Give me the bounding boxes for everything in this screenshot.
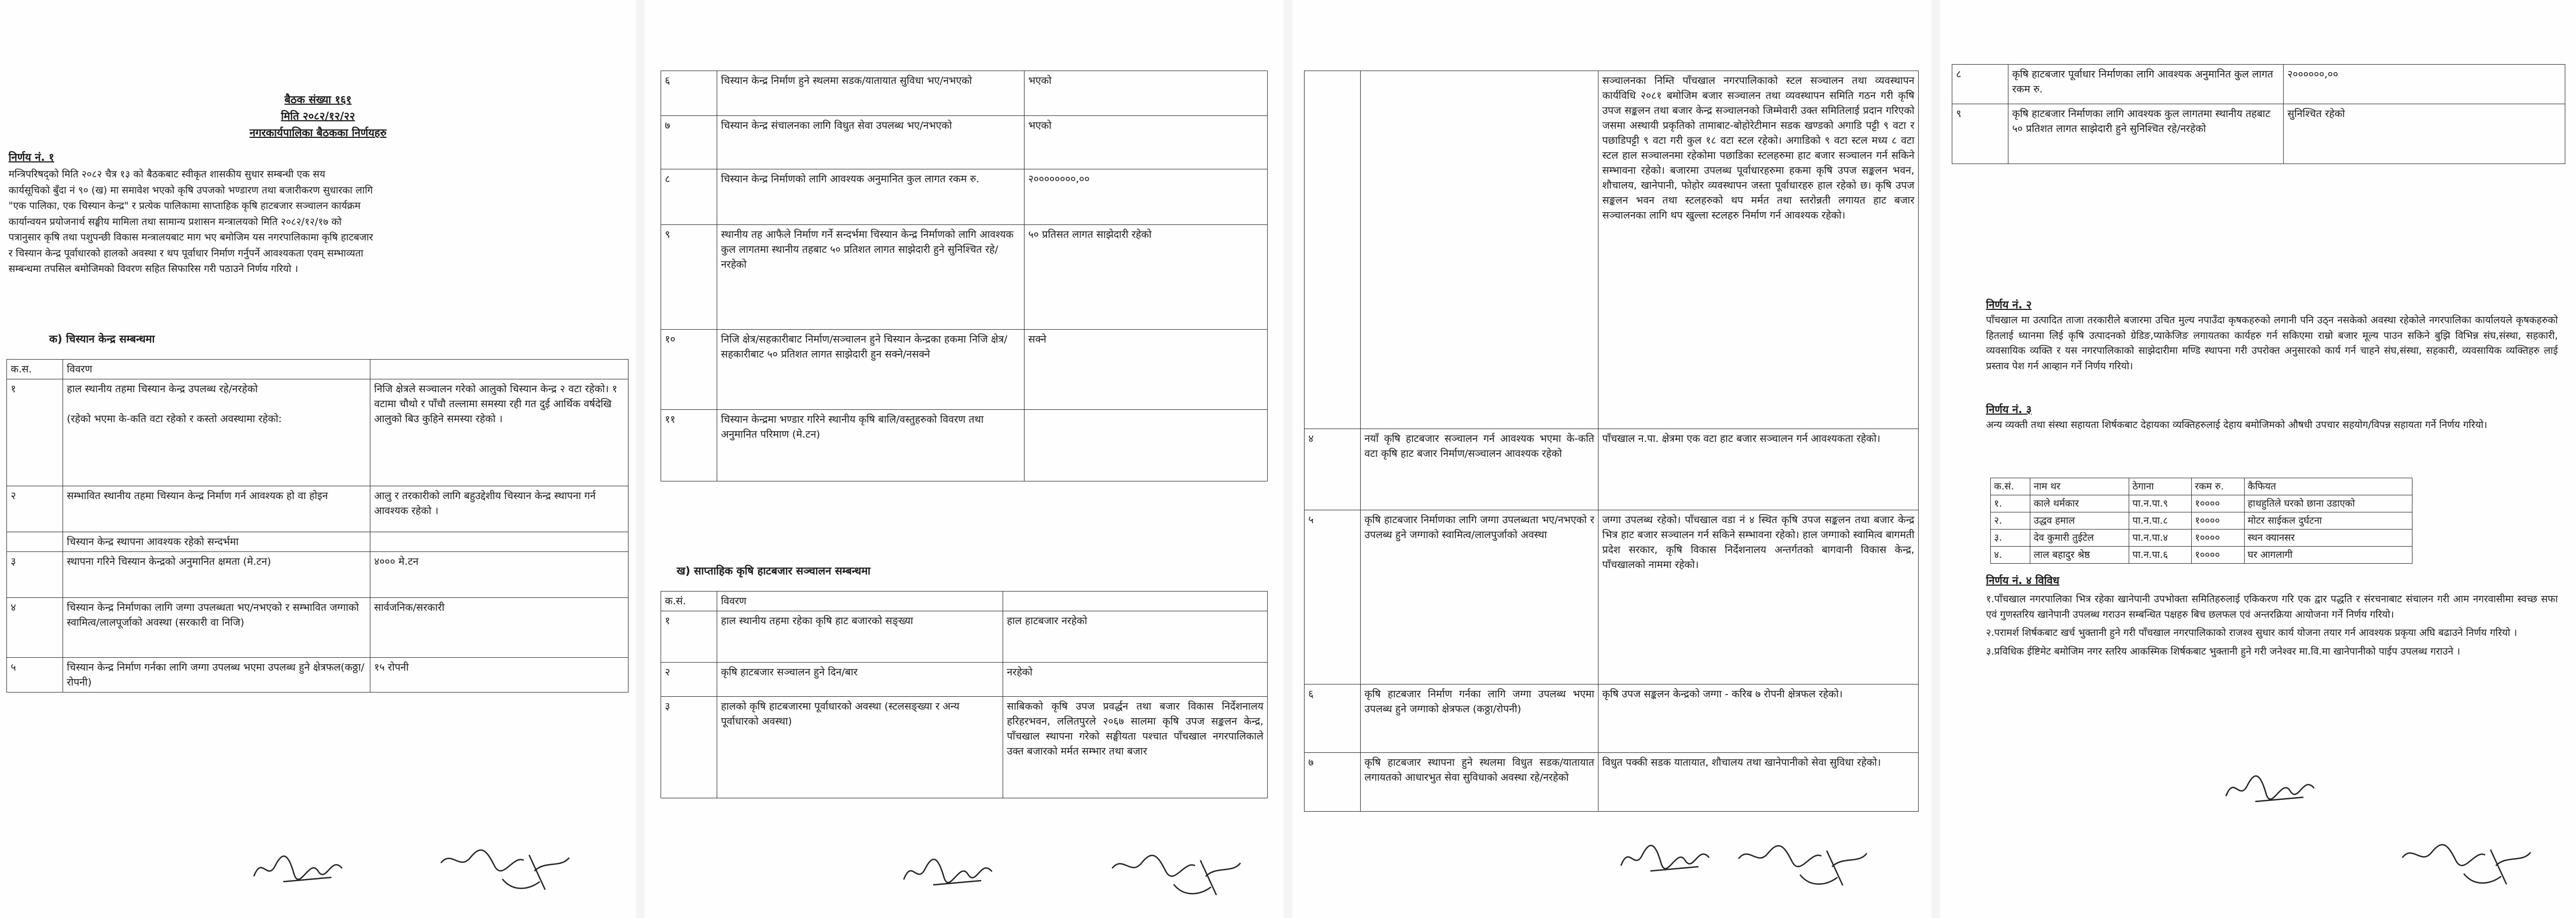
header-cell: नाम थर	[2030, 478, 2129, 495]
signature-1	[251, 844, 358, 894]
cell: ४.	[1991, 547, 2030, 564]
signature-2	[1109, 844, 1248, 905]
document-page-3	[1292, 0, 1931, 918]
row-number: २	[661, 663, 717, 697]
row-value: कृषि उपज सङ्कलन केन्द्रको जग्गा - करिब ७ रोपनी क्षेत्रफल रहेको।	[1599, 684, 1919, 753]
row-description: कृषि हाटबजार निर्माण गर्नका लागि जग्गा उपलब्ध भएमा उपलब्ध हुने जग्गाको क्षेत्रफल (कठ्ठा/रोपनी)	[1361, 684, 1599, 753]
body-line: "एक पालिका, एक चिस्यान केन्द्र" र प्रत्येक पालिकामा साप्ताहिक कृषि हाटबजार सञ्चालन कार्यक्रम	[9, 200, 361, 212]
body-line: पत्रानुसार कृषि तथा पशुपन्छी विकास मन्त्रालयबाट माग भए बमोजिम यस नगरपालिकामा कृषि हाटबजार	[9, 232, 374, 243]
row-description: हाल स्थानीय तहमा रहेका कृषि हाट बजारको सङ्ख्या	[717, 611, 1003, 663]
row-description: स्थानीय तह आफैले निर्माण गर्ने सन्दर्भमा चिस्यान केन्द्र निर्माणको लागि आवश्यक कुल लागतमा स्थानीय तहबाट ५० प्रतिशत लागत साझेदारी हुने सुनिश्चित रहे/नरहेको	[717, 225, 1025, 330]
page-gutter	[1931, 0, 1940, 918]
signature-2	[2400, 834, 2539, 894]
row-number	[1305, 71, 1361, 429]
list-item: १.पाँचखाल नगरपालिका भित्र रहेका खानेपानी उपभोक्ता समितिहरुलाई एकिकरण गरि एक द्वार पद्धति र संरचनाबाट संचालन गरी आम नगरवासीमा स्वच्छ सफा एवं गुणस्तरिय खानेपानी उपलब्ध गराउन सम्बन्धित पक्षहरु बिच छलफल एवं अन्तरक्रिया आयोजना गर्ने निर्णय गरियो।	[1986, 594, 2558, 620]
cell: पा.न.पा.९	[2129, 495, 2192, 512]
table-row	[1952, 104, 2565, 164]
table-row	[7, 379, 629, 486]
header-cell: क.स.	[7, 360, 63, 379]
row-description: निजि क्षेत्र/सहकारीबाट निर्माण/सञ्चालन हुने चिस्यान केन्द्रका हकमा निजि क्षेत्र/सहकारीबाट ५० प्रतिशत लागत साझेदारी हुन सक्ने/नसक्ने	[717, 330, 1025, 410]
header-cell	[370, 360, 629, 379]
cell: घर आगलागी	[2244, 547, 2412, 564]
row-value: ४००० मे.टन	[370, 552, 629, 598]
row-description: कृषि हाटबजार सञ्चालन हुने दिन/बार	[717, 663, 1003, 697]
haat-bazaar-table-end	[1952, 64, 2565, 164]
table-row	[1305, 71, 1919, 429]
table-row	[1991, 547, 2412, 564]
table-row	[1305, 684, 1919, 753]
haat-bazaar-table-continued	[1304, 71, 1919, 812]
row-number: १०	[661, 330, 717, 410]
document-page-4	[1940, 0, 2576, 918]
table-row	[661, 169, 1268, 225]
page-heading: नगरकार्यपालिका बैठकका निर्णयहरु	[249, 126, 387, 139]
row-value	[1025, 410, 1268, 481]
decision-1-title: निर्णय नं. १	[9, 151, 55, 164]
body-line: मन्त्रिपरिषद्को मिति २०८२ चैत्र १३ को बैठकबाट स्वीकृत शासकीय सुधार सम्बन्धी एक सय	[9, 169, 325, 180]
table-row	[1991, 530, 2412, 547]
row-value: हाल हाटबजार नरहेको	[1003, 611, 1268, 663]
row-number: ७	[1305, 753, 1361, 812]
row-number: ९	[1952, 104, 2008, 164]
list-item: २.परामर्श शिर्षकबाट खर्च भुक्तानी हुने गरी पाँचखाल नगरपालिकाको राजश्व सुधार कार्य योजना तयार गर्न आवश्यक प्रकृया अघि बढाउने निर्णय गरियो ।	[1986, 627, 2517, 639]
row-description: चिस्यान केन्द्र निर्माण हुने स्थलमा सडक/यातायात सुविधा भए/नभएको	[717, 71, 1025, 116]
header-cell: कैफियत	[2244, 478, 2412, 495]
header-cell: ठेगाना	[2129, 478, 2192, 495]
row-number: ६	[1305, 684, 1361, 753]
decision-2-body: पाँचखाल मा उत्पादित ताजा तरकारीले बजारमा उचित मुल्य नपाउँदा कृषकहरुको लगानी पनि उठ्न नसकेको अवस्था रहेकोले नगरपालिका कार्यालयले कृषकहरुको हितलाई ध्यानमा लिई कृषि उत्पादनको ग्रेडिङ,प्याकेजिङ लगायतका कार्यहरु गर्न सकिएमा राम्रो बजार मूल्य पाउन सकिने बुझि विभिन्न संघ,संस्था, सहकारी, व्यवसायिक व्यक्ति र यस नगरपालिकाको साझेदारीमा मण्डि स्थापना गरी उपरोक्त अनुसारको कार्य गर्न चाहने संघ,संस्था, सहकारी, व्यवसायिक व्यक्तिहरु लाई प्रस्ताव पेश गर्न आव्हान गर्ने निर्णय गरियो।	[1986, 315, 2558, 372]
cell: ३.	[1991, 530, 2030, 547]
table-row	[661, 410, 1268, 481]
row-number: ३	[7, 552, 63, 598]
row-number: ४	[7, 598, 63, 658]
cell: पा.न.पा.८	[2129, 512, 2192, 530]
table-row	[7, 552, 629, 598]
page-gutter	[636, 0, 645, 918]
header-cell: विवरण	[717, 592, 1003, 611]
row-number: २	[7, 486, 63, 532]
row-description: सम्भावित स्थानीय तहमा चिस्यान केन्द्र निर्माण गर्न आवश्यक हो वा होइन	[63, 486, 370, 532]
row-description	[1361, 71, 1599, 429]
row-value: आलु र तरकारीको लागि बहुउद्देशीय चिस्यान केन्द्र स्थापना गर्न आवश्यक रहेको ।	[370, 486, 629, 532]
document-page-1	[0, 0, 636, 918]
cell: १००००	[2191, 495, 2244, 512]
cell: १००००	[2191, 547, 2244, 564]
list-item: ३.प्रविधिक ईष्टिमेट बमोजिम नगर स्तरिय आकस्मिक शिर्षकबाट भुक्तानी हुने गरी जनेश्वर मा.वि.मा खानेपानीको पाईप उपलब्ध गराउने ।	[1986, 645, 2461, 657]
table-row	[7, 598, 629, 658]
decision-2-title: निर्णय नं. २	[1986, 298, 2032, 311]
table-header-row	[661, 592, 1268, 611]
row-value: ५० प्रतिसत लागत साझेदारी रहेको	[1025, 225, 1268, 330]
row-value: सुनिश्चित रहेको	[2284, 104, 2565, 164]
row-number: ११	[661, 410, 717, 481]
row-value	[370, 532, 629, 552]
signature-2	[438, 839, 577, 900]
table-row	[661, 697, 1268, 798]
row-value: भएको	[1025, 116, 1268, 169]
cell: पा.न.पा.६	[2129, 547, 2192, 564]
row-number: ४	[1305, 429, 1361, 510]
row-description: चिस्यान केन्द्र निर्माणका लागि जग्गा उपलब्धता भए/नभएको र सम्भावित जग्गाको स्वामित्व/लालपूर्जाको अवस्था (सरकारी वा निजि)	[63, 598, 370, 658]
cell: स्थन क्यानसर	[2244, 530, 2412, 547]
row-description: कृषि हाटबजार स्थापना हुने स्थलमा विधुत सडक/यातायात लगायतको आधारभुत सेवा सुविधाको अवस्था रहे/नरहेको	[1361, 753, 1599, 812]
table-row	[661, 116, 1268, 169]
row-description: स्थापना गरिने चिस्यान केन्द्रको अनुमानित क्षमता (मे.टन)	[63, 552, 370, 598]
table-row	[1305, 510, 1919, 684]
cell: १००००	[2191, 512, 2244, 530]
cell: १००००	[2191, 530, 2244, 547]
row-number: ९	[661, 225, 717, 330]
row-description: चिस्यान केन्द्र स्थापना आवश्यक रहेको सन्दर्भमा	[63, 532, 370, 552]
meeting-date: मिति २०८२/१२/२२	[281, 110, 355, 122]
table-row	[1305, 753, 1919, 812]
row-value: नरहेको	[1003, 663, 1268, 697]
row-number: ३	[661, 697, 717, 798]
section-b-heading: ख) साप्ताहिक कृषि हाटबजार सञ्चालन सम्बन्धमा	[677, 564, 871, 577]
row-number: ८	[1952, 65, 2008, 104]
row-description: चिस्यान केन्द्रमा भण्डार गरिने स्थानीय कृषि बालि/वस्तुहरुको विवरण तथा अनुमानित परिमाण (मे.टन)	[717, 410, 1025, 481]
aid-recipients-table	[1990, 478, 2412, 564]
cell: हाथहुतिले घरको छाना उडाएको	[2244, 495, 2412, 512]
row-description: नयाँ कृषि हाटबजार सञ्चालन गर्न आवश्यक भएमा के-कति वटा कृषि हाट बजार निर्माण/सञ्चालन आवश्यक रहेको	[1361, 429, 1599, 510]
row-value: निजि क्षेत्रले सञ्चालन गरेको आलुको चिस्यान केन्द्र २ वटा रहेको। १ वटामा चौथो र पाँचौ तल्लामा समस्या रही गत दुई आर्थिक वर्षदेखि आलुको बिउ कुहिने समस्या रहेको ।	[370, 379, 629, 486]
table-row	[7, 532, 629, 552]
table-row	[661, 663, 1268, 697]
cold-storage-table	[6, 359, 629, 693]
row-number: ७	[661, 116, 717, 169]
row-description: चिस्यान केन्द्र निर्माण गर्नका लागि जग्गा उपलब्ध भएमा उपलब्ध हुने क्षेत्रफल(कठ्ठा/रोपनी)	[63, 658, 370, 693]
row-value: जग्गा उपलब्ध रहेको। पाँचखाल वडा नं ४ स्थित कृषि उपज सङ्कलन तथा बजार केन्द्र भित्र हाट बजार सञ्चालन गर्न सकिने सम्भावना रहेको। हाल जग्गाको स्वामित्व बागमती प्रदेश सरकार, कृषि विकास निर्देशनालय अन्तर्गतको बागवानी विकास केन्द्र, पाँचखालको नाममा रहेको।	[1599, 510, 1919, 684]
row-number: ८	[661, 169, 717, 225]
cell: काले थर्मकार	[2030, 495, 2129, 512]
row-description: चिस्यान केन्द्र निर्माणको लागि आवश्यक अनुमानित कुल लागत रकम रु.	[717, 169, 1025, 225]
table-row	[661, 330, 1268, 410]
cell: लाल बहादुर श्रेष्ठ	[2030, 547, 2129, 564]
row-value: सञ्चालनका निम्ति पाँचखाल नगरपालिकाको स्टल सञ्चालन तथा व्यवस्थापन कार्यविधि २०८१ बमोजिम बजार सञ्चालन तथा व्यवस्थापन समिति गठन गरी कृषि उपज सङ्कलन तथा बजार केन्द्र सञ्चालनको जिम्मेवारी उक्त समितिलाई प्रदान गरिएको जसमा अस्थायी प्रकृतिको तामाबाट-बोहोरेटीमान सडक खण्डको अगाडि पट्टी ९ वटा र पछाडिपट्टी ९ वटा गरी कुल १८ वटा स्टल रहेको। अगाडिको ९ वटा स्टल मध्य ८ वटा स्टल हाल सञ्चालनमा रहेकोमा पछाडिका स्टलहरुमा हाट बजार सञ्चालन गर्न सकिने सम्भावना रहेको। बजारमा उपलब्ध पूर्वाधारहरुमा हकमा कृषि उपज सङ्कलन भवन, शौचालय, खानेपानी, फोहोर व्यवस्थापन जस्ता पूर्वाधारहरु हाल रहेको छ। कृषि उपज सङ्कलन भवन तथा स्टलहरुको थप मर्मत तथा स्तरोन्नती लगायत हाट बजार सञ्चालनका लागि थप खुल्ला स्टलहरु निर्माण गर्न आवश्यक रहेको।	[1599, 71, 1919, 429]
signature-1	[901, 847, 1008, 898]
body-line: कार्यान्वयन प्रयोजनार्थ सङ्घीय मामिला तथा सामान्य प्रशासन मन्त्रालयको मिति २०८२/१२/१७ को	[9, 216, 342, 228]
row-description: चिस्यान केन्द्र संचालनका लागि विधुत सेवा उपलब्ध भए/नभएको	[717, 116, 1025, 169]
table-row	[1952, 65, 2565, 104]
row-value: सक्ने	[1025, 330, 1268, 410]
decision-4-body	[1986, 592, 2558, 659]
row-number: १	[661, 611, 717, 663]
cell: पा.न.पा.४	[2129, 530, 2192, 547]
row-value: पाँचखाल न.पा. क्षेत्रमा एक वटा हाट बजार सञ्चालन गर्न आवश्यकता रहेको।	[1599, 429, 1919, 510]
document-page-2	[645, 0, 1284, 918]
header-cell: क.सं.	[661, 592, 717, 611]
decision-4-title: निर्णय नं. ४ विविध	[1986, 574, 2060, 587]
row-number: १	[7, 379, 63, 486]
row-value: भएको	[1025, 71, 1268, 116]
table-row	[661, 225, 1268, 330]
table-row	[7, 486, 629, 532]
cell: देव कुमारी तुईटेल	[2030, 530, 2129, 547]
row-description: हालको कृषि हाटबजारमा पूर्वाधारको अवस्था (स्टलसङ्ख्या र अन्य पूर्वाधारको अवस्था)	[717, 697, 1003, 798]
row-number: ५	[1305, 510, 1361, 684]
row-description: कृषि हाटबजार निर्माणका लागि जग्गा उपलब्धता भए/नभएको र उपलब्ध हुने जग्गाको स्वामित्व/लालपुर्जाको अवस्था	[1361, 510, 1599, 684]
signature-1	[2223, 764, 2330, 814]
row-value: १५ रोपनी	[370, 658, 629, 693]
section-a-heading: क) चिस्यान केन्द्र सम्बन्धमा	[49, 332, 155, 345]
table-row	[7, 658, 629, 693]
signature-1	[1618, 834, 1725, 884]
body-line: सम्बन्धमा तपसिल बमोजिमको विवरण सहित सिफारिस गरी पठाउने निर्णय गरियो ।	[9, 263, 298, 275]
meeting-number: बैठक संख्या १६१	[284, 93, 352, 106]
table-row	[1305, 429, 1919, 510]
row-number	[7, 532, 63, 552]
row-value: २००००००,००	[2284, 65, 2565, 104]
table-row	[661, 611, 1268, 663]
decision-3-title: निर्णय नं. ३	[1986, 403, 2032, 416]
cell: मोटर साईकल दुर्घटना	[2244, 512, 2412, 530]
row-number: ५	[7, 658, 63, 693]
header-cell	[1003, 592, 1268, 611]
row-description: कृषि हाटबजार पूर्वाधार निर्माणका लागि आवश्यक अनुमानित कुल लागत रकम रु.	[2008, 65, 2284, 104]
table-row	[1991, 495, 2412, 512]
row-value: साबिकको कृषि उपज प्रवर्द्धन तथा बजार विकास निर्देशनालय हरिहरभवन, ललितपुरले २०६७ सालमा कृषि उपज सङ्कलन केन्द्र, पाँचखाल स्थापना गरेको सङ्घीयता पश्चात पाँचखाल नगरपालिकाले उक्त बजारको मर्मत सम्भार तथा बजार	[1003, 697, 1268, 798]
row-value: २००००००००,००	[1025, 169, 1268, 225]
cell: उद्धव हमाल	[2030, 512, 2129, 530]
body-line: कार्यसूचिको बुँदा नं ९० (ख) मा समावेश भएको कृषि उपजको भण्डारण तथा बजारीकरण सुधारका लागि	[9, 184, 373, 196]
decision-3-body: अन्य व्यक्ती तथा संस्था सहायता शिर्षकबाट देहायका व्यक्तिहरुलाई देहाय बमोजिमको औषधी उपचार सहयोग/विपन्न सहायता गर्ने निर्णय गरियो।	[1986, 419, 2487, 431]
cold-storage-table-continued	[661, 71, 1268, 481]
header-cell: रकम रु.	[2191, 478, 2244, 495]
row-description: कृषि हाटबजार निर्माणका लागि आवश्यक कुल लागतमा स्थानीय तहबाट ५० प्रतिशत लागत साझेदारी हुने सुनिश्चित रहे/नरहेको	[2008, 104, 2284, 164]
page-gutter	[1284, 0, 1292, 918]
cell: १.	[1991, 495, 2030, 512]
table-header-row	[1991, 478, 2412, 495]
body-line: र चिस्यान केन्द्र पूर्वाधारको हालको अवस्था र थप पूर्वाधार निर्माण गर्नुपर्ने आवश्यकता एवम् सम्भाव्यता	[9, 247, 363, 259]
row-number: ६	[661, 71, 717, 116]
row-value: विधुत पक्की सडक यातायात, शौचालय तथा खानेपानीको सेवा सुविधा रहेको।	[1599, 753, 1919, 812]
table-header-row	[7, 360, 629, 379]
decision-1-body	[9, 167, 629, 277]
table-row	[661, 71, 1268, 116]
row-value: सार्वजनिक/सरकारी	[370, 598, 629, 658]
cell: २.	[1991, 512, 2030, 530]
header-cell: क.सं.	[1991, 478, 2030, 495]
signature-2	[1736, 835, 1875, 896]
row-description: हाल स्थानीय तहमा चिस्यान केन्द्र उपलब्ध रहे/नरहेको (रहेको भएमा के-कति वटा रहेको र कस्तो अवस्थामा रहेको:	[63, 379, 370, 486]
header-cell: विवरण	[63, 360, 370, 379]
table-row	[1991, 512, 2412, 530]
haat-bazaar-table	[661, 591, 1268, 798]
